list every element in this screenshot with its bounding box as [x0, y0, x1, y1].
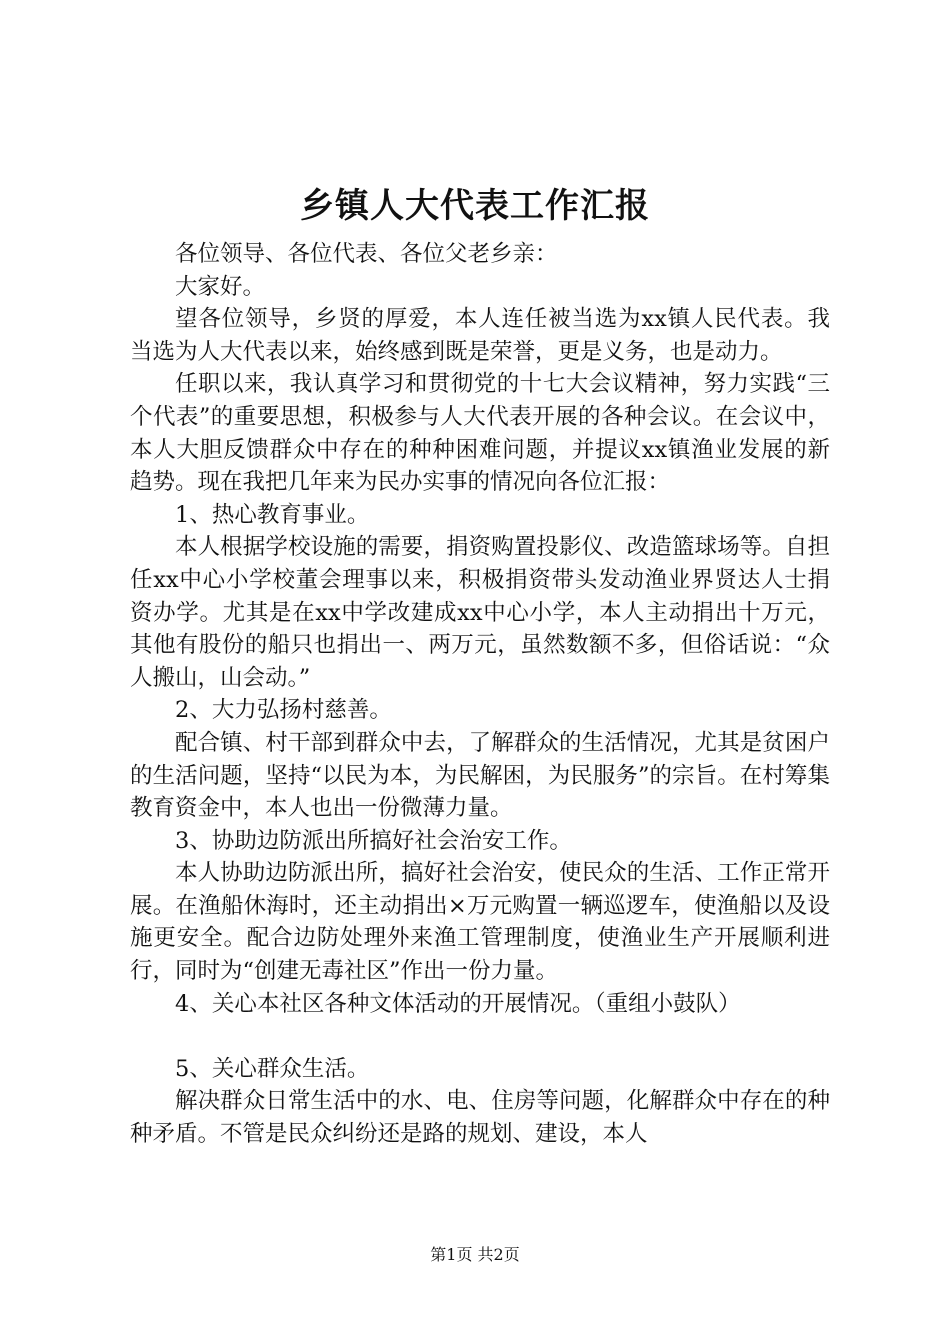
intro-paragraph: 望各位领导，乡贤的厚爱，本人连任被当选为xx镇人民代表。我当选为人大代表以来，始终感到既是荣誉，更是义务，也是动力。 — [130, 306, 830, 365]
summary-paragraph: 任职以来，我认真学习和贯彻党的十七大会议精神，努力实践“三个代表”的重要思想，积极参与人大代表开展的各种会议。在会议中，本人大胆反馈群众中存在的种种困难问题，并提议xx镇渔业发展的新趋势。现在我把几年来为民办实事的情况向各位汇报： — [130, 371, 830, 496]
section-heading-4: 4、关心本社区各种文体活动的开展情况。（重组小鼓队） — [175, 990, 741, 1017]
section-heading-3: 3、协助边防派出所搞好社会治安工作。 — [175, 827, 572, 854]
blank-line — [130, 1020, 830, 1053]
section-body-5: 解决群众日常生活中的水、电、住房等问题，化解群众中存在的种种矛盾。不管是民众纠纷还是路的规划、建设，本人 — [130, 1088, 830, 1148]
section-heading-1: 1、热心教育事业。 — [175, 501, 370, 528]
greeting-paragraph: 各位领导、各位代表、各位父老乡亲： — [175, 241, 558, 267]
page-number-footer: 第1页 共2页 — [430, 1245, 520, 1264]
section-heading-5: 5、关心群众生活。 — [175, 1055, 370, 1082]
salutation-paragraph: 大家好。 — [175, 273, 266, 300]
document-body — [130, 238, 830, 1151]
document-title: 乡镇人大代表工作汇报 — [300, 186, 650, 226]
section-body-1: 本人根据学校设施的需要，捐资购置投影仪、改造篮球场等。自担任xx中心小学校董会理事以来，积极捐资带头发动渔业界贤达人士捐资办学。尤其是在xx中学改建成xx中心小学，本人主动捐出十万元，其他有股份的船只也捐出一、两万元，虽然数额不多，但俗话说：“众人搬山，山会动。” — [130, 534, 830, 691]
section-body-3: 本人协助边防派出所，搞好社会治安，使民众的生活、工作正常开展。在渔船休海时，还主动捐出×万元购置一辆巡逻车，使渔船以及设施更安全。配合边防处理外来渔工管理制度，使渔业生产开展顺利进行，同时为“创建无毒社区”作出一份力量。 — [130, 860, 830, 985]
section-heading-2: 2、大力弘扬村慈善。 — [175, 697, 392, 724]
section-body-2: 配合镇、村干部到群众中去，了解群众的生活情况，尤其是贫困户的生活问题，坚持“以民为本，为民解困，为民服务”的宗旨。在村筹集教育资金中，本人也出一份微薄力量。 — [130, 729, 830, 822]
